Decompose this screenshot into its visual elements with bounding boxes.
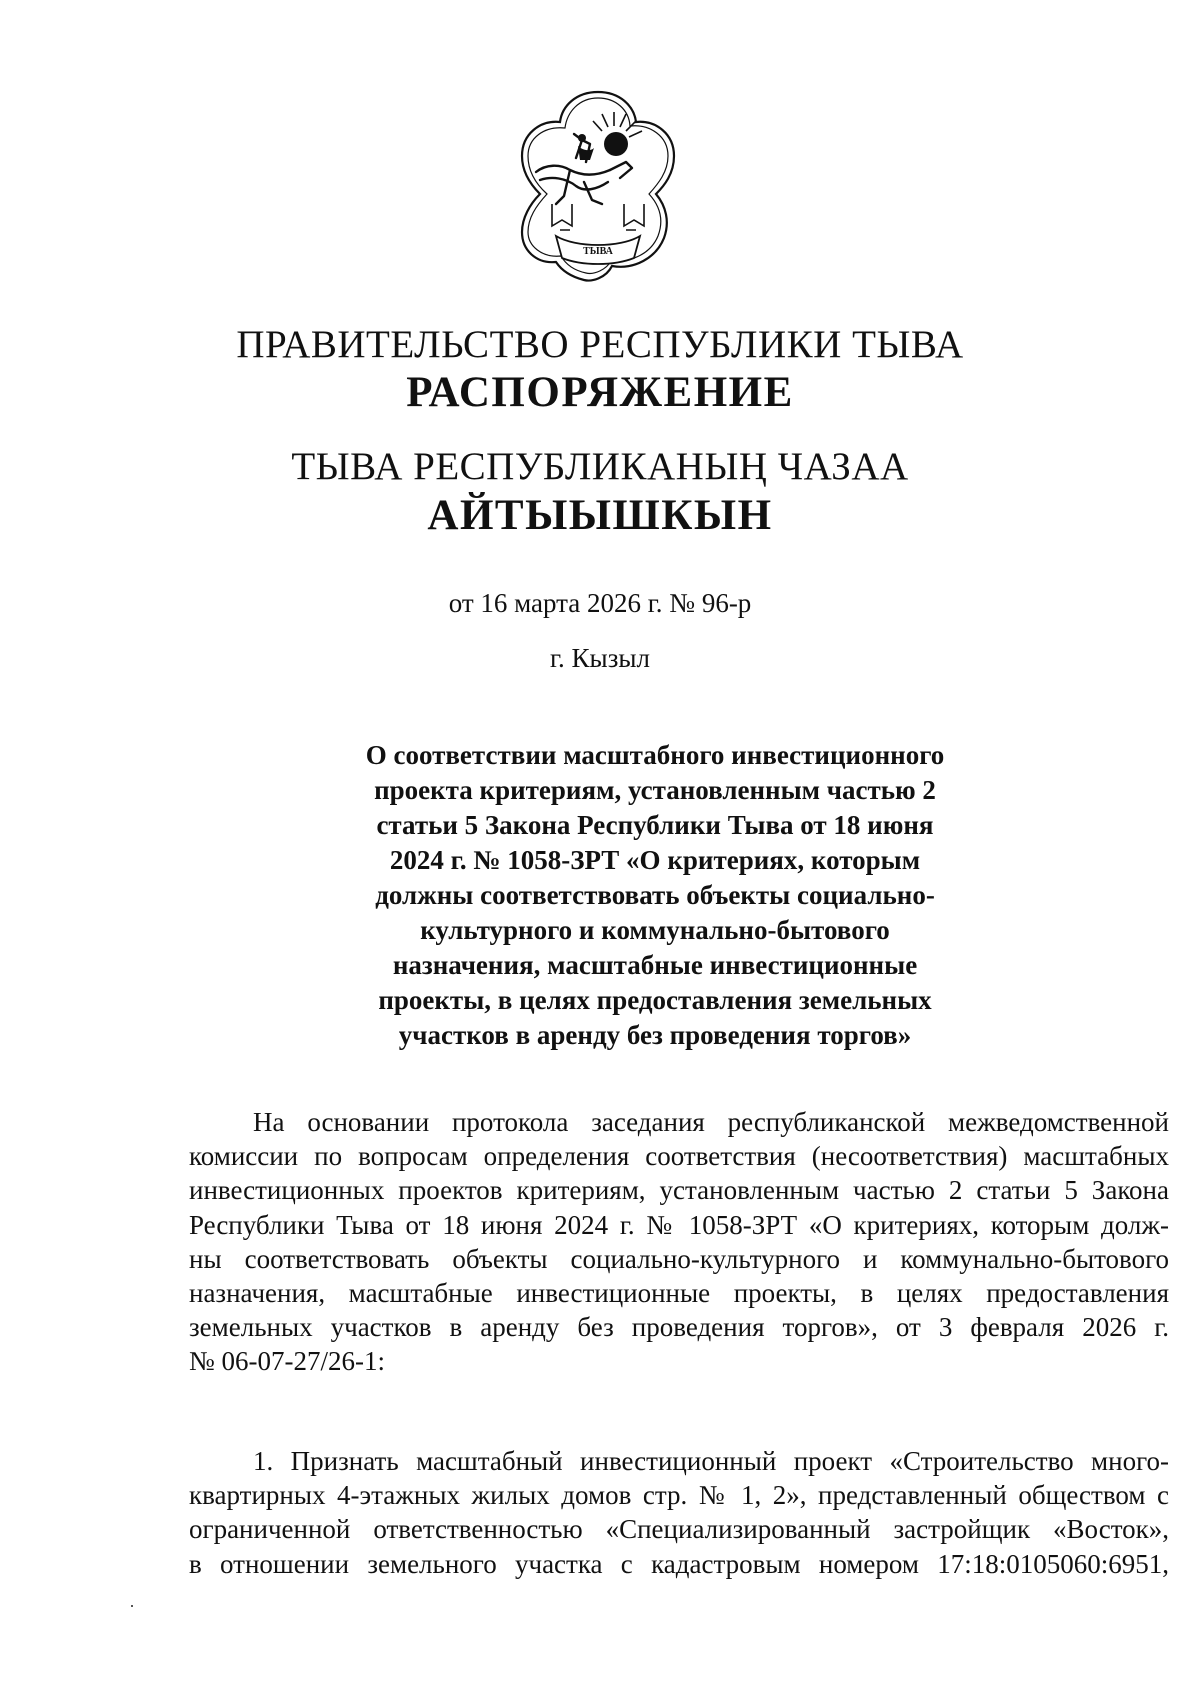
text-line: в отношении земельного участка с кадастровым номером 17:18:0105060:6951,	[189, 1548, 1169, 1579]
title-line: О соответствии масштабного инвестиционного	[365, 740, 945, 770]
title-line: назначения, масштабные инвестиционные	[392, 950, 918, 980]
title-line: статьи 5 Закона Республики Тыва от 18 июня	[376, 810, 934, 840]
document-city: г. Кызыл	[550, 643, 650, 673]
scan-speck	[131, 1605, 133, 1607]
emblem-text: ТЫВА	[583, 246, 613, 257]
text-line: назначения, масштабные инвестиционные проекты, в целях предоставления	[189, 1278, 1169, 1309]
item-1-paragraph	[189, 1444, 1169, 1581]
document-type-ru: РАСПОРЯЖЕНИЕ	[406, 369, 794, 416]
text-line: Республики Тыва от 18 июня 2024 г. № 1058-ЗРТ «О критериях, которым долж-	[189, 1209, 1169, 1240]
text-line: 1. Признать масштабный инвестиционный проект «Строительство много-	[253, 1446, 1169, 1476]
preamble-paragraph	[189, 1105, 1169, 1379]
text-line: № 06-07-27/26-1:	[189, 1346, 385, 1377]
title-line: проекты, в целях предоставления земельных	[378, 985, 932, 1015]
document-title	[330, 738, 980, 1053]
title-line: культурного и коммунально-бытового	[420, 915, 890, 945]
tuva-coat-of-arms-icon	[516, 86, 680, 286]
text-line: ны соответствовать объекты социально-культурного и коммунально-бытового	[189, 1243, 1169, 1274]
text-line: земельных участков в аренду без проведения торгов», от 3 февраля 2026 г.	[189, 1312, 1169, 1343]
document-type-tyv: АЙТЫЫШКЫН	[427, 492, 773, 539]
title-line: участков в аренду без проведения торгов»	[398, 1020, 912, 1050]
text-line: На основании протокола заседания республиканской межведомственной	[253, 1107, 1169, 1137]
government-name-ru: ПРАВИТЕЛЬСТВО РЕСПУБЛИКИ ТЫВА	[236, 323, 964, 366]
title-line: проекта критериям, установленным частью 2	[374, 775, 936, 805]
text-line: комиссии по вопросам определения соответствия (несоответствия) масштабных	[189, 1141, 1169, 1172]
text-line: квартирных 4-этажных жилых домов стр. № 1, 2», представленный обществом с	[189, 1480, 1169, 1511]
document-date-number: от 16 марта 2026 г. № 96-р	[448, 588, 752, 618]
title-line: должны соответствовать объекты социально-	[375, 880, 935, 910]
text-line: ограниченной ответственностью «Специализированный застройщик «Восток»,	[189, 1514, 1169, 1545]
government-name-tyv: ТЫВА РЕСПУБЛИКАНЫҢ ЧАЗАА	[291, 445, 909, 488]
text-line: инвестиционных проектов критериям, установленным частью 2 статьи 5 Закона	[189, 1175, 1169, 1206]
title-line: 2024 г. № 1058-ЗРТ «О критериях, которым	[389, 845, 921, 875]
